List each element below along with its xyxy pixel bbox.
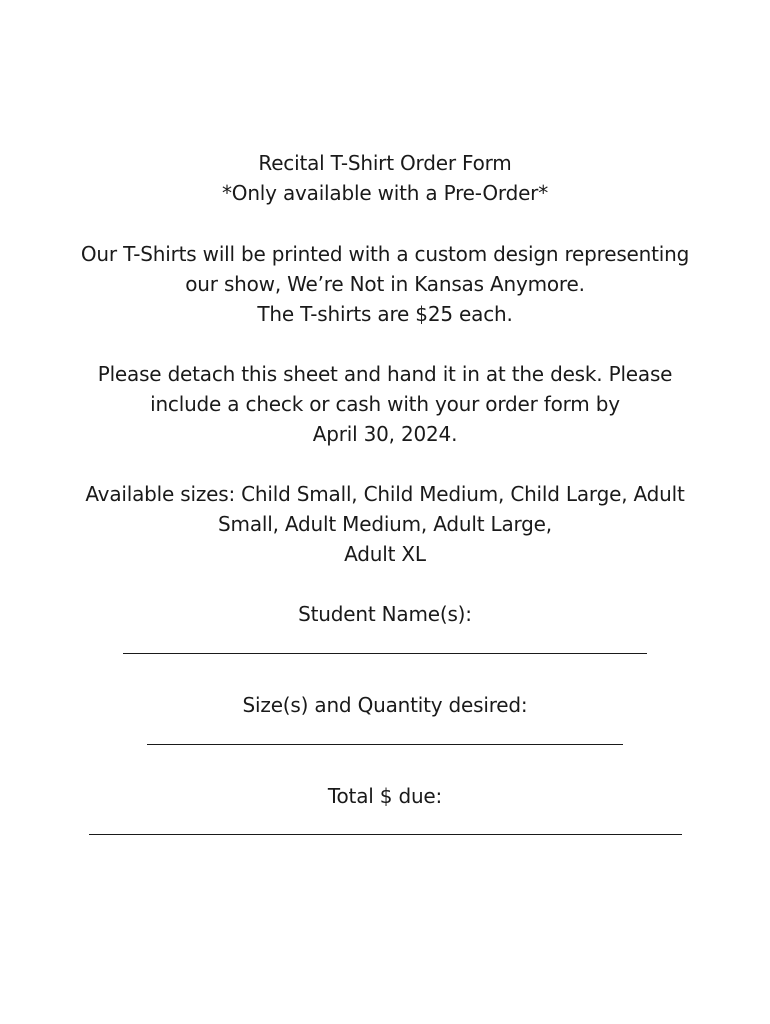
student-name-label: Student Name(s): xyxy=(298,602,472,626)
total-due-blank[interactable] xyxy=(89,834,682,835)
sizes-line-1: Available sizes: Child Small, Child Medium, Child Large, Adult xyxy=(85,482,685,506)
intro-line-3: The T-shirts are $25 each. xyxy=(257,302,513,326)
sizes-line-2: Small, Adult Medium, Adult Large, xyxy=(218,512,552,536)
student-name-blank[interactable] xyxy=(123,653,647,654)
total-due-label: Total $ due: xyxy=(327,784,443,808)
intro-paragraph xyxy=(0,239,770,329)
instructions-line-1: Please detach this sheet and hand it in at the desk. Please xyxy=(97,362,673,386)
instructions-line-2: include a check or cash with your order form by xyxy=(150,392,620,416)
sizes-paragraph xyxy=(0,479,770,569)
size-quantity-label: Size(s) and Quantity desired: xyxy=(242,693,528,717)
instructions-paragraph xyxy=(0,359,770,449)
form-subtitle: *Only available with a Pre-Order* xyxy=(221,181,548,205)
sizes-line-3: Adult XL xyxy=(344,542,426,566)
instructions-line-3: April 30, 2024. xyxy=(312,422,458,446)
intro-line-2: our show, We’re Not in Kansas Anymore. xyxy=(185,272,585,296)
intro-line-1: Our T-Shirts will be printed with a custom design representing xyxy=(80,242,690,266)
form-heading xyxy=(0,148,770,208)
size-quantity-blank[interactable] xyxy=(147,744,623,745)
form-title: Recital T-Shirt Order Form xyxy=(258,151,512,175)
